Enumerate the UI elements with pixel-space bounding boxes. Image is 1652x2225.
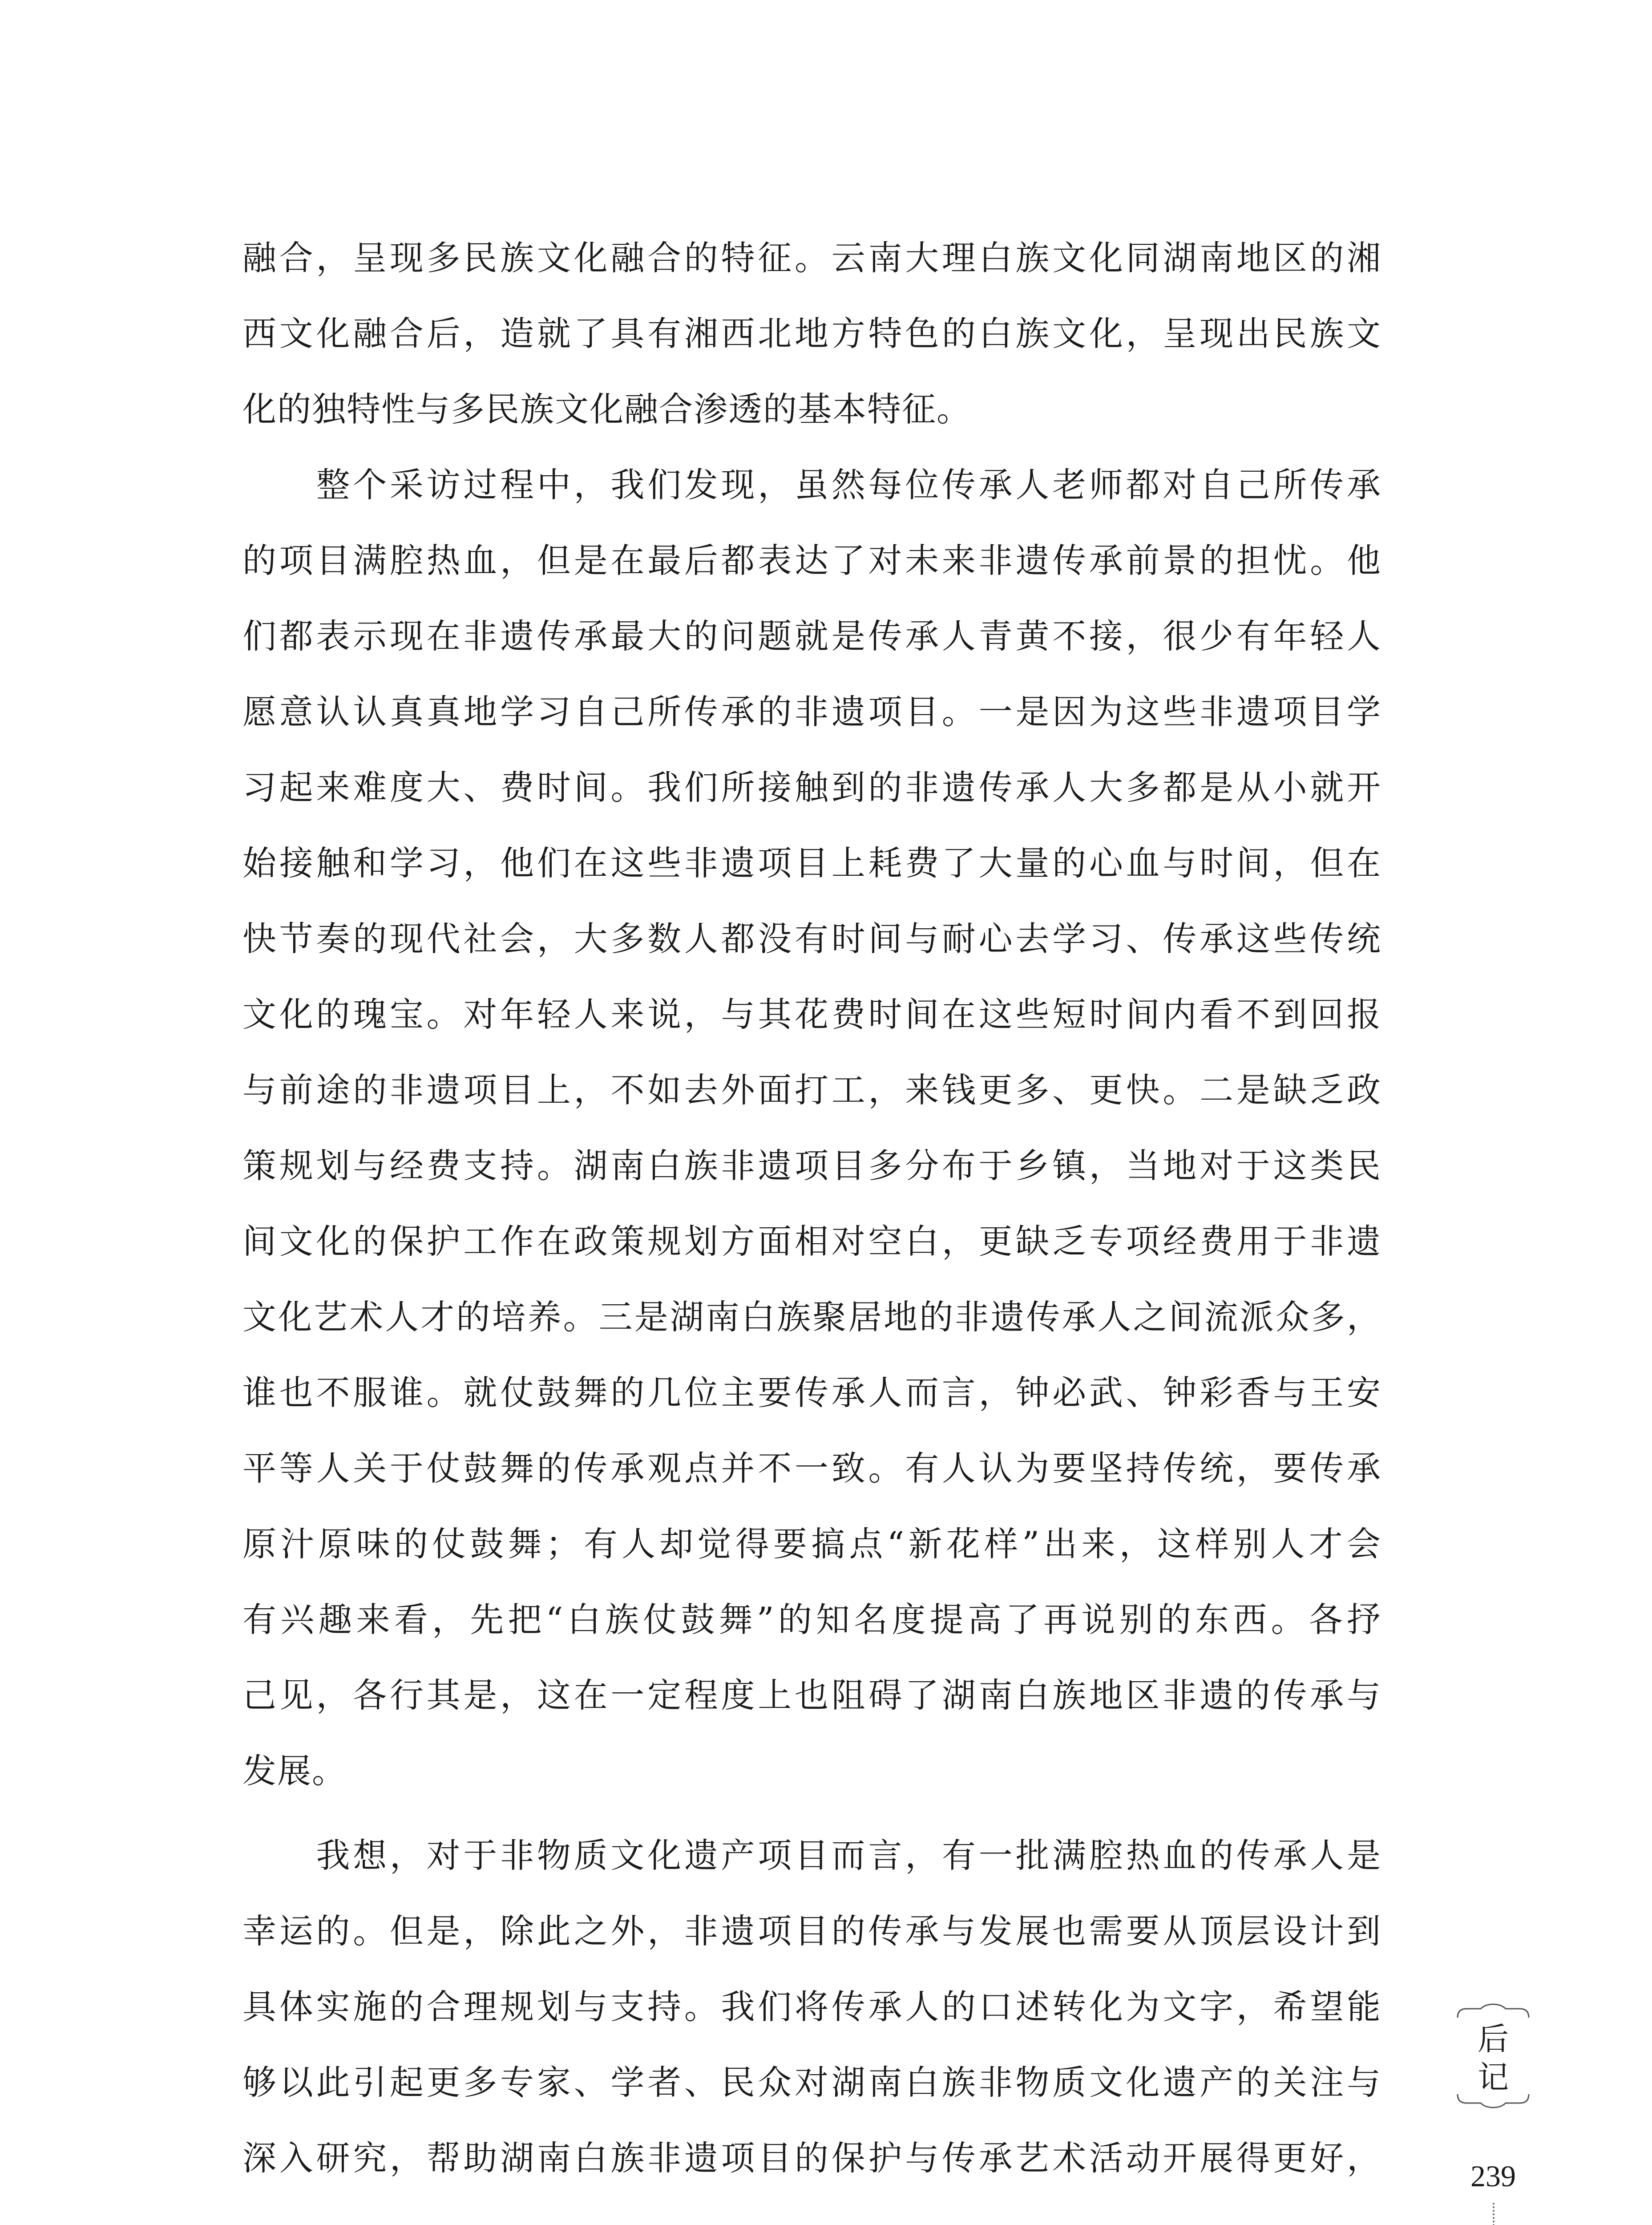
text-line: 原汁原味的仗鼓舞；有人却觉得要搞点“新花样”出来，这样别人才会: [242, 1524, 1381, 1564]
text-line: 间文化的保护工作在政策规划方面相对空白，更缺乏专项经费用于非遗: [242, 1222, 1381, 1261]
text-line: 谁也不服谁。就仗鼓舞的几位主要传承人而言，钟必武、钟彩香与王安: [242, 1373, 1381, 1412]
text-line: 幸运的。但是，除此之外，非遗项目的传承与发展也需要从顶层设计到: [242, 1911, 1381, 1951]
text-line: 我想，对于非物质文化遗产项目而言，有一批满腔热血的传承人是: [242, 1836, 1381, 1875]
text-line: 文化的瑰宝。对年轻人来说，与其花费时间在这些短时间内看不到回报: [242, 995, 1381, 1034]
text-line: 化的独特性与多民族文化融合渗透的基本特征。: [242, 389, 971, 429]
text-line: 整个采访过程中，我们发现，虽然每位传承人老师都对自己所传承: [242, 465, 1381, 505]
text-line: 的项目满腔热血，但是在最后都表达了对未来非遗传承前景的担忧。他: [242, 541, 1381, 580]
text-line: 习起来难度大、费时间。我们所接触到的非遗传承人大多都是从小就开: [242, 768, 1381, 807]
running-head-tab: [1454, 2002, 1532, 2109]
text-line: 有兴趣来看，先把“白族仗鼓舞”的知名度提高了再说别的东西。各抒: [242, 1600, 1381, 1639]
page-number: 239: [1470, 2159, 1516, 2193]
text-line: 文化艺术人才的培养。三是湖南白族聚居地的非遗传承人之间流派众多，: [242, 1297, 1381, 1337]
text-line: 融合，呈现多民族文化融合的特征。云南大理白族文化同湖南地区的湘: [242, 238, 1381, 278]
text-line: 深入研究，帮助湖南白族非遗项目的保护与传承艺术活动开展得更好，: [242, 2138, 1381, 2178]
text-line: 发展。: [242, 1751, 347, 1791]
text-line: 平等人关于仗鼓舞的传承观点并不一致。有人认为要坚持传统，要传承: [242, 1448, 1381, 1488]
text-line: 快节奏的现代社会，大多数人都没有时间与耐心去学习、传承这些传统: [242, 919, 1381, 959]
text-line: 够以此引起更多专家、学者、民众对湖南白族非物质文化遗产的关注与: [242, 2063, 1381, 2102]
text-line: 己见，各行其是，这在一定程度上也阻碍了湖南白族地区非遗的传承与: [242, 1675, 1381, 1715]
running-head-char: 后: [1478, 2021, 1509, 2057]
text-line: 与前途的非遗项目上，不如去外面打工，来钱更多、更快。二是缺乏政: [242, 1070, 1381, 1110]
text-line: 策规划与经费支持。湖南白族非遗项目多分布于乡镇，当地对于这类民: [242, 1146, 1381, 1185]
text-line: 始接触和学习，他们在这些非遗项目上耗费了大量的心血与时间，但在: [242, 843, 1381, 883]
text-line: 具体实施的合理规划与支持。我们将传承人的口述转化为文字，希望能: [242, 1987, 1381, 2027]
text-line: 愿意认认真真地学习自己所传承的非遗项目。一是因为这些非遗项目学: [242, 692, 1381, 732]
text-line: 西文化融合后，造就了具有湘西北地方特色的白族文化，呈现出民族文: [242, 314, 1381, 353]
text-line: 们都表示现在非遗传承最大的问题就是传承人青黄不接，很少有年轻人: [242, 616, 1381, 656]
margin-dotted-rule: [1493, 2203, 1494, 2225]
running-head-char: 记: [1478, 2059, 1509, 2096]
